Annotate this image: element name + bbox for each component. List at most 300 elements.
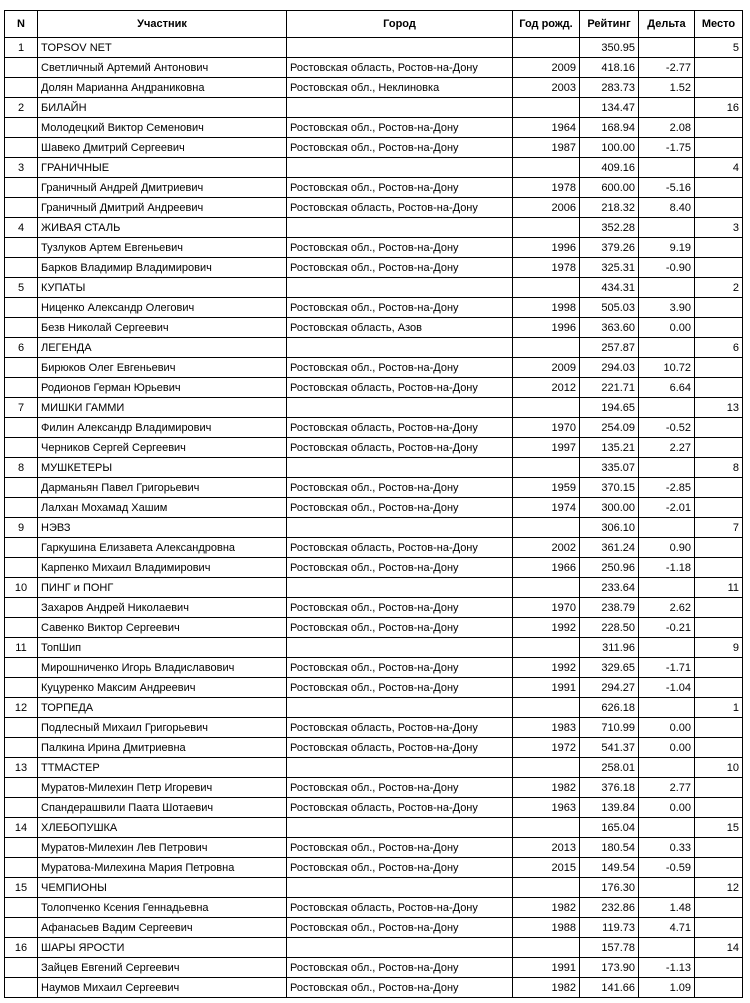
player-delta: 0.33 [639,838,695,858]
player-birth-year: 2003 [513,78,580,98]
player-row [5,438,743,458]
player-city: Ростовская обл., Ростов-на-Дону [287,498,513,518]
player-row [5,898,743,918]
team-delta [639,878,695,898]
player-number [5,58,38,78]
player-name: Барков Владимир Владимирович [38,258,287,278]
player-name: Гаркушина Елизавета Александровна [38,538,287,558]
player-number [5,198,38,218]
player-number [5,258,38,278]
player-number [5,918,38,938]
player-delta: -0.21 [639,618,695,638]
team-number: 3 [5,158,38,178]
player-place [695,958,743,978]
team-year [513,758,580,778]
team-place: 13 [695,398,743,418]
team-city [287,458,513,478]
player-birth-year: 1982 [513,778,580,798]
player-birth-year: 1959 [513,478,580,498]
player-city: Ростовская обл., Ростов-на-Дону [287,918,513,938]
player-name: Граничный Дмитрий Андреевич [38,198,287,218]
player-name: Захаров Андрей Николаевич [38,598,287,618]
player-number [5,798,38,818]
player-city: Ростовская обл., Ростов-на-Дону [287,858,513,878]
player-number [5,178,38,198]
team-city [287,878,513,898]
player-birth-year: 2006 [513,198,580,218]
player-number [5,298,38,318]
team-city [287,98,513,118]
team-delta [639,818,695,838]
player-city: Ростовская обл., Ростов-на-Дону [287,658,513,678]
team-name: НЭВЗ [38,518,287,538]
player-place [695,838,743,858]
player-birth-year: 1987 [513,138,580,158]
player-place [695,198,743,218]
player-city: Ростовская обл., Ростов-на-Дону [287,298,513,318]
player-rating: 361.24 [580,538,639,558]
team-delta [639,278,695,298]
player-birth-year: 1974 [513,498,580,518]
player-place [695,438,743,458]
player-row [5,658,743,678]
player-row [5,598,743,618]
player-rating: 238.79 [580,598,639,618]
player-city: Ростовская область, Ростов-на-Дону [287,418,513,438]
player-place [695,78,743,98]
team-rating: 626.18 [580,698,639,718]
team-name: ЧЕМПИОНЫ [38,878,287,898]
player-rating: 173.90 [580,958,639,978]
team-name: ЛЕГЕНДА [38,338,287,358]
player-city: Ростовская обл., Ростов-на-Дону [287,598,513,618]
player-birth-year: 1996 [513,238,580,258]
player-place [695,258,743,278]
player-rating: 141.66 [580,978,639,998]
team-year [513,878,580,898]
team-place: 2 [695,278,743,298]
player-delta: -2.01 [639,498,695,518]
player-place [695,718,743,738]
team-delta [639,218,695,238]
player-city: Ростовская область, Ростов-на-Дону [287,898,513,918]
player-row [5,838,743,858]
player-name: Куцуренко Максим Андреевич [38,678,287,698]
player-row [5,718,743,738]
player-city: Ростовская обл., Ростов-на-Дону [287,238,513,258]
team-row [5,278,743,298]
team-place: 1 [695,698,743,718]
team-rating: 257.87 [580,338,639,358]
player-birth-year: 1991 [513,958,580,978]
player-rating: 149.54 [580,858,639,878]
player-number [5,658,38,678]
player-name: Черников Сергей Сергеевич [38,438,287,458]
team-city [287,938,513,958]
team-rating: 335.07 [580,458,639,478]
player-city: Ростовская область, Ростов-на-Дону [287,538,513,558]
team-year [513,518,580,538]
player-rating: 600.00 [580,178,639,198]
team-number: 7 [5,398,38,418]
player-number [5,498,38,518]
player-number [5,358,38,378]
team-city [287,758,513,778]
player-delta: -0.52 [639,418,695,438]
player-delta: -0.59 [639,858,695,878]
player-number [5,418,38,438]
team-number: 2 [5,98,38,118]
team-number: 16 [5,938,38,958]
player-birth-year: 1997 [513,438,580,458]
player-city: Ростовская обл., Ростов-на-Дону [287,178,513,198]
team-row [5,398,743,418]
team-delta [639,398,695,418]
player-birth-year: 1996 [513,318,580,338]
team-number: 15 [5,878,38,898]
player-row [5,58,743,78]
player-number [5,618,38,638]
team-year [513,638,580,658]
player-rating: 228.50 [580,618,639,638]
team-rating: 434.31 [580,278,639,298]
team-delta [639,758,695,778]
team-name: TOPSOV NET [38,38,287,58]
player-delta: 3.90 [639,298,695,318]
team-delta [639,638,695,658]
team-delta [639,38,695,58]
player-name: Савенко Виктор Сергеевич [38,618,287,638]
player-rating: 168.94 [580,118,639,138]
player-city: Ростовская обл., Ростов-на-Дону [287,258,513,278]
player-place [695,678,743,698]
player-delta: -1.71 [639,658,695,678]
player-delta: 2.08 [639,118,695,138]
player-place [695,738,743,758]
team-year [513,458,580,478]
player-place [695,978,743,998]
team-row [5,878,743,898]
player-birth-year: 1966 [513,558,580,578]
player-delta: -1.13 [639,958,695,978]
team-delta [639,938,695,958]
player-number [5,898,38,918]
team-rating: 134.47 [580,98,639,118]
player-row [5,318,743,338]
header-place: Место [695,11,743,38]
player-rating: 254.09 [580,418,639,438]
player-place [695,658,743,678]
player-rating: 232.86 [580,898,639,918]
team-year [513,578,580,598]
player-delta: 0.00 [639,738,695,758]
player-place [695,378,743,398]
team-name: ТопШип [38,638,287,658]
team-name: ТТМАСТЕР [38,758,287,778]
player-birth-year: 1991 [513,678,580,698]
player-place [695,918,743,938]
player-number [5,738,38,758]
team-delta [639,518,695,538]
player-delta: 1.48 [639,898,695,918]
player-row [5,178,743,198]
team-city [287,638,513,658]
player-birth-year: 1970 [513,418,580,438]
team-year [513,818,580,838]
team-name: МУШКЕТЕРЫ [38,458,287,478]
player-rating: 379.26 [580,238,639,258]
player-delta: 9.19 [639,238,695,258]
player-row [5,358,743,378]
player-birth-year: 1964 [513,118,580,138]
team-row [5,338,743,358]
player-number [5,438,38,458]
team-city [287,38,513,58]
player-number [5,838,38,858]
player-rating: 363.60 [580,318,639,338]
team-rating: 352.28 [580,218,639,238]
team-rating: 258.01 [580,758,639,778]
team-year [513,158,580,178]
player-number [5,238,38,258]
player-delta: 0.90 [639,538,695,558]
player-delta: -2.85 [639,478,695,498]
player-city: Ростовская обл., Ростов-на-Дону [287,778,513,798]
player-delta: 0.00 [639,718,695,738]
player-place [695,898,743,918]
player-place [695,778,743,798]
player-place [695,58,743,78]
player-delta: -2.77 [639,58,695,78]
player-number [5,958,38,978]
player-city: Ростовская область, Ростов-на-Дону [287,58,513,78]
player-city: Ростовская область, Ростов-на-Дону [287,718,513,738]
team-year [513,398,580,418]
header-row [5,11,743,38]
player-place [695,798,743,818]
player-delta: 2.77 [639,778,695,798]
player-birth-year: 1963 [513,798,580,818]
player-place [695,138,743,158]
player-rating: 541.37 [580,738,639,758]
player-delta: 2.27 [639,438,695,458]
team-name: КУПАТЫ [38,278,287,298]
team-row [5,458,743,478]
player-name: Муратова-Милехина Мария Петровна [38,858,287,878]
player-number [5,858,38,878]
header-participant: Участник [38,11,287,38]
player-birth-year: 2012 [513,378,580,398]
player-rating: 505.03 [580,298,639,318]
team-rating: 176.30 [580,878,639,898]
player-birth-year: 2002 [513,538,580,558]
team-city [287,398,513,418]
team-name: ЖИВАЯ СТАЛЬ [38,218,287,238]
player-rating: 370.15 [580,478,639,498]
player-birth-year: 1992 [513,618,580,638]
team-row [5,638,743,658]
team-delta [639,578,695,598]
header-city: Город [287,11,513,38]
player-delta: -0.90 [639,258,695,278]
team-year [513,278,580,298]
team-city [287,278,513,298]
player-number [5,118,38,138]
player-name: Толопченко Ксения Геннадьевна [38,898,287,918]
team-rating: 409.16 [580,158,639,178]
player-row [5,378,743,398]
player-name: Муратов-Милехин Петр Игоревич [38,778,287,798]
player-birth-year: 1982 [513,978,580,998]
player-city: Ростовская обл., Ростов-на-Дону [287,118,513,138]
player-rating: 221.71 [580,378,639,398]
player-delta: 2.62 [639,598,695,618]
player-birth-year: 1982 [513,898,580,918]
player-rating: 139.84 [580,798,639,818]
player-row [5,138,743,158]
player-number [5,678,38,698]
team-city [287,158,513,178]
team-place: 16 [695,98,743,118]
player-birth-year: 2009 [513,358,580,378]
team-name: ШАРЫ ЯРОСТИ [38,938,287,958]
team-row [5,698,743,718]
player-name: Ниценко Александр Олегович [38,298,287,318]
player-row [5,498,743,518]
player-row [5,958,743,978]
team-year [513,938,580,958]
team-rating: 233.64 [580,578,639,598]
player-name: Граничный Андрей Дмитриевич [38,178,287,198]
team-number: 10 [5,578,38,598]
player-rating: 710.99 [580,718,639,738]
player-birth-year: 1988 [513,918,580,938]
player-rating: 283.73 [580,78,639,98]
player-delta: -1.18 [639,558,695,578]
team-row [5,578,743,598]
player-city: Ростовская область, Ростов-на-Дону [287,198,513,218]
player-number [5,718,38,738]
player-row [5,858,743,878]
team-number: 5 [5,278,38,298]
player-row [5,258,743,278]
player-name: Филин Александр Владимирович [38,418,287,438]
player-delta: 10.72 [639,358,695,378]
player-birth-year: 1998 [513,298,580,318]
player-place [695,298,743,318]
player-row [5,198,743,218]
player-name: Тузлуков Артем Евгеньевич [38,238,287,258]
team-city [287,218,513,238]
player-delta: -1.04 [639,678,695,698]
player-delta: 0.00 [639,798,695,818]
team-number: 4 [5,218,38,238]
player-city: Ростовская обл., Ростов-на-Дону [287,138,513,158]
team-row [5,758,743,778]
team-place: 5 [695,38,743,58]
player-delta: 4.71 [639,918,695,938]
player-number [5,378,38,398]
player-number [5,778,38,798]
player-city: Ростовская обл., Ростов-на-Дону [287,838,513,858]
player-rating: 294.03 [580,358,639,378]
team-rating: 350.95 [580,38,639,58]
player-delta: -1.75 [639,138,695,158]
player-place [695,358,743,378]
player-name: Бирюков Олег Евгеньевич [38,358,287,378]
team-year [513,38,580,58]
team-place: 8 [695,458,743,478]
team-delta [639,458,695,478]
player-place [695,618,743,638]
player-rating: 376.18 [580,778,639,798]
player-row [5,538,743,558]
team-rating: 157.78 [580,938,639,958]
player-place [695,858,743,878]
player-place [695,478,743,498]
player-birth-year: 1978 [513,258,580,278]
team-year [513,98,580,118]
player-name: Дарманьян Павел Григорьевич [38,478,287,498]
player-city: Ростовская обл., Ростов-на-Дону [287,618,513,638]
rating-table [4,10,743,998]
team-number: 12 [5,698,38,718]
player-row [5,678,743,698]
team-place: 15 [695,818,743,838]
player-place [695,598,743,618]
team-number: 8 [5,458,38,478]
player-city: Ростовская обл., Ростов-на-Дону [287,558,513,578]
player-row [5,978,743,998]
player-name: Спандерашвили Паата Шотаевич [38,798,287,818]
player-name: Муратов-Милехин Лев Петрович [38,838,287,858]
player-row [5,618,743,638]
player-city: Ростовская обл., Неклиновка [287,78,513,98]
player-city: Ростовская обл., Ростов-на-Дону [287,958,513,978]
player-birth-year: 1970 [513,598,580,618]
team-name: ХЛЕБОПУШКА [38,818,287,838]
header-rating: Рейтинг [580,11,639,38]
player-number [5,478,38,498]
player-number [5,978,38,998]
team-place: 6 [695,338,743,358]
player-number [5,78,38,98]
team-number: 1 [5,38,38,58]
team-city [287,518,513,538]
player-rating: 250.96 [580,558,639,578]
player-row [5,418,743,438]
team-name: ГРАНИЧНЫЕ [38,158,287,178]
player-delta: 1.09 [639,978,695,998]
team-city [287,818,513,838]
team-delta [639,98,695,118]
player-rating: 325.31 [580,258,639,278]
player-rating: 294.27 [580,678,639,698]
team-row [5,518,743,538]
player-delta: 0.00 [639,318,695,338]
player-rating: 135.21 [580,438,639,458]
player-row [5,78,743,98]
player-place [695,178,743,198]
player-name: Долян Марианна Андраниковна [38,78,287,98]
header-birth-year: Год рожд. [513,11,580,38]
player-birth-year: 2009 [513,58,580,78]
table-body [5,38,743,998]
player-row [5,558,743,578]
team-place: 14 [695,938,743,958]
team-name: БИЛАЙН [38,98,287,118]
player-name: Подлесный Михаил Григорьевич [38,718,287,738]
